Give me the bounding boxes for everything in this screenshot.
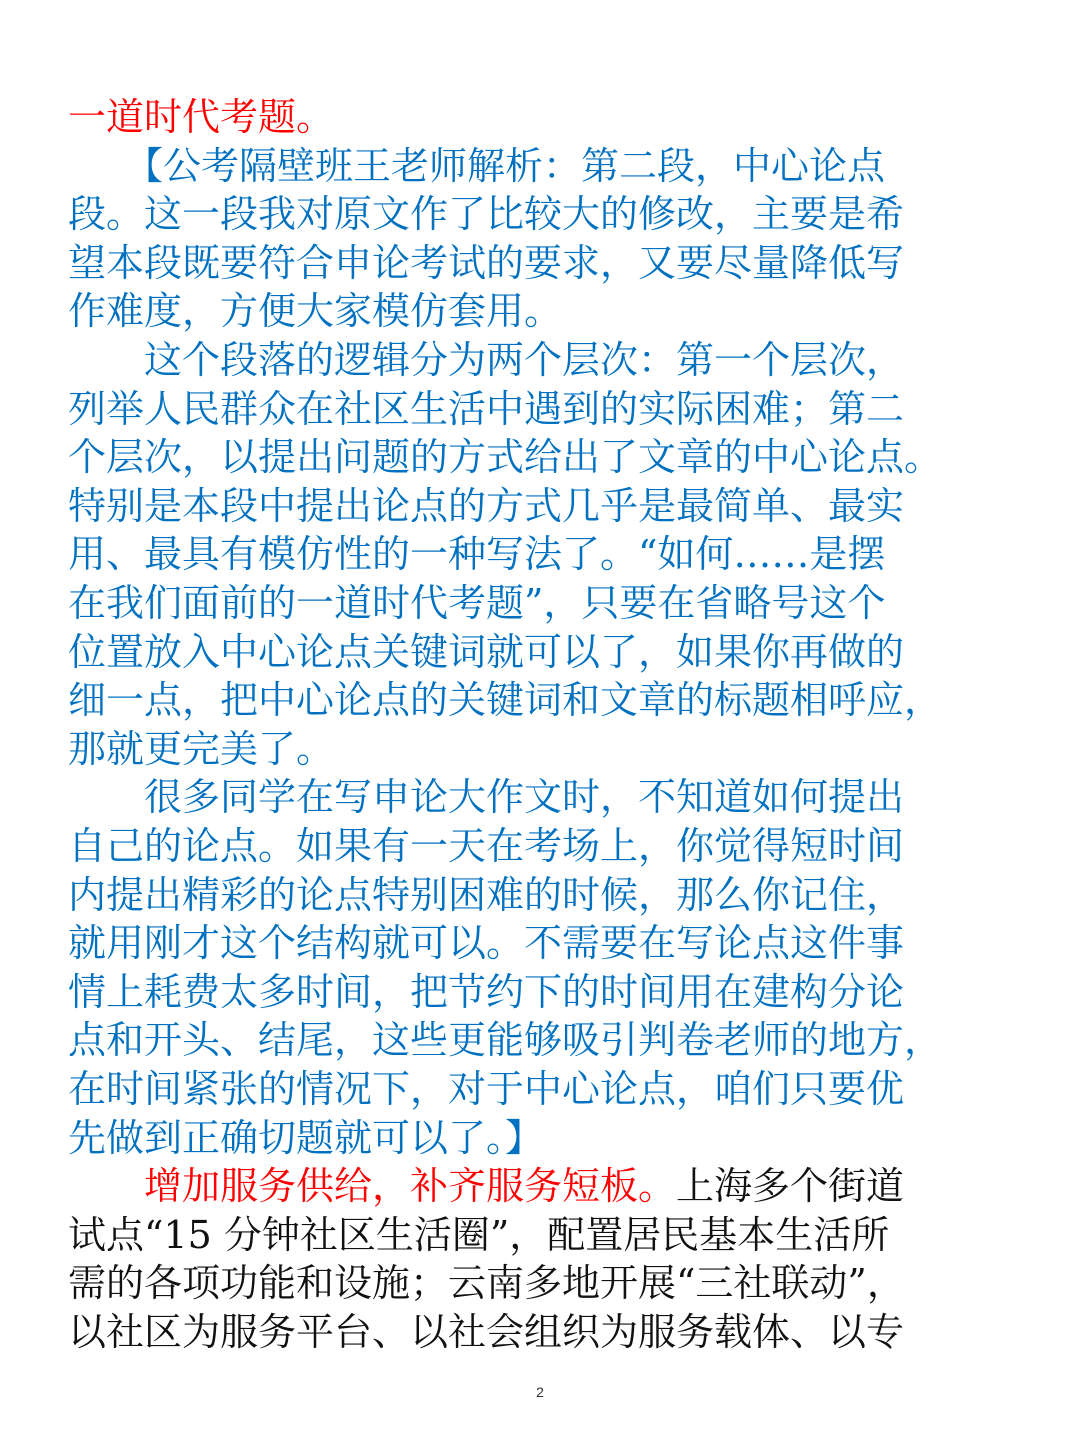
text-segment: 作难度，方便大家模仿套用。	[68, 289, 563, 334]
text-line	[68, 724, 334, 774]
text-line	[68, 286, 562, 336]
text-line	[68, 1258, 905, 1308]
text-line	[68, 1113, 543, 1163]
text-line	[68, 481, 904, 531]
text-segment: 上海多个街道	[676, 1164, 905, 1209]
text-line	[68, 578, 885, 628]
text-line	[68, 967, 904, 1017]
text-segment: 列举人民群众在社区生活中遇到的实际困难；第二	[68, 386, 905, 431]
text-segment: 自己的论点。如果有一天在考场上，你觉得短时间	[68, 824, 905, 868]
text-line	[68, 189, 904, 239]
text-segment: 需的各项功能和设施；云南多地开展“三社联动”，	[68, 1261, 905, 1306]
text-segment: 一道时代考题。	[68, 95, 335, 139]
text-line	[68, 821, 904, 871]
text-line	[68, 1210, 889, 1260]
text-segment: 就用刚才这个结构就可以。不需要在写论点这件事	[68, 921, 905, 966]
text-segment: 个层次，以提出问题的方式给出了文章的中心论点。	[68, 435, 943, 480]
text-segment: 以社区为服务平台、以社会组织为服务载体、以专	[68, 1310, 905, 1354]
text-line	[68, 141, 885, 191]
text-segment: 在我们面前的一道时代考题”，只要在省略号这个	[68, 581, 886, 625]
text-segment: 望本段既要符合申论考试的要求，又要尽量降低写	[68, 240, 905, 285]
text-line	[68, 1307, 904, 1357]
text-segment: 段。这一段我对原文作了比较大的修改，主要是希	[68, 192, 905, 237]
text-segment: 内提出精彩的论点特别困难的时候，那么你记住，	[68, 872, 905, 917]
text-segment: 【公考隔壁班王老师解析：第二段，中心论点	[68, 143, 886, 188]
text-line	[68, 627, 904, 677]
text-line	[68, 772, 904, 822]
text-line	[68, 1161, 904, 1211]
text-line	[68, 918, 904, 968]
text-line	[68, 384, 904, 434]
page-number: 2	[536, 1384, 544, 1400]
text-segment: 点和开头、结尾，这些更能够吸引判卷老师的地方，	[68, 1018, 943, 1063]
text-segment: 细一点，把中心论点的关键词和文章的标题相呼应，	[68, 678, 943, 723]
text-segment: 情上耗费太多时间，把节约下的时间用在建构分论	[68, 969, 905, 1014]
text-line	[68, 92, 334, 142]
text-segment: 特别是本段中提出论点的方式几乎是最简单、最实	[68, 483, 905, 528]
text-line	[68, 870, 904, 920]
text-line	[68, 1015, 942, 1065]
text-segment: 位置放入中心论点关键词就可以了，如果你再做的	[68, 629, 905, 674]
text-segment: 增加服务供给，补齐服务短板。	[68, 1164, 677, 1209]
text-line	[68, 335, 904, 385]
text-line	[68, 529, 885, 579]
text-line	[68, 675, 942, 725]
text-segment: 那就更完美了。	[68, 726, 335, 771]
text-segment: 先做到正确切题就可以了。】	[68, 1115, 544, 1160]
text-segment: 用、最具有模仿性的一种写法了。“如何……是摆	[68, 532, 886, 577]
text-line	[68, 1064, 904, 1114]
text-segment: 很多同学在写申论大作文时，不知道如何提出	[68, 775, 905, 820]
text-line	[68, 238, 904, 288]
text-segment: 在时间紧张的情况下，对于中心论点，咱们只要优	[68, 1067, 905, 1111]
text-segment: 试点“15 分钟社区生活圈”，配置居民基本生活所	[68, 1212, 890, 1257]
text-line	[68, 432, 942, 482]
text-segment: 这个段落的逻辑分为两个层次：第一个层次，	[68, 338, 905, 382]
